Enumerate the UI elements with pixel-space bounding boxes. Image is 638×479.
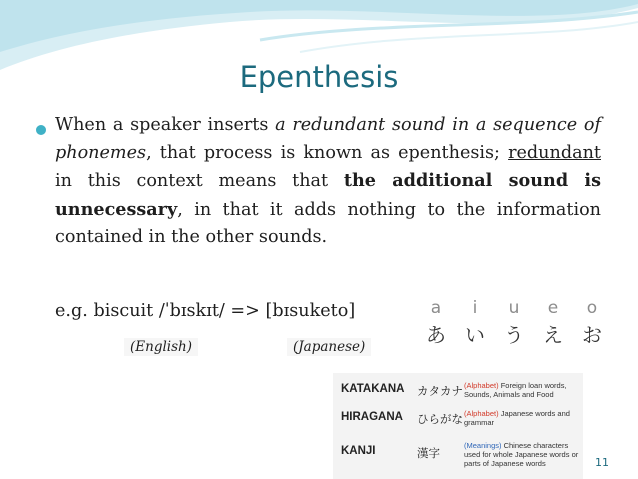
kana-character: お: [582, 323, 602, 347]
script-tag: (Meanings): [464, 441, 502, 450]
scripts-row-hiragana: [333, 409, 583, 437]
kana-romaji: u: [508, 298, 520, 318]
bullet-text-underlined: redundant: [508, 142, 601, 163]
kana-romaji: a: [430, 298, 442, 318]
bullet-text-7: , in that it adds nothing to the information contained in the other sounds.: [55, 199, 601, 247]
bullet-paragraph: [55, 112, 601, 252]
script-japanese: カタカナ: [417, 386, 463, 398]
script-name: KATAKANA: [341, 383, 405, 395]
script-japanese: ひらがな: [417, 414, 463, 426]
kana-character: あ: [426, 323, 446, 347]
kana-romaji: o: [586, 298, 598, 318]
kana-column: [455, 296, 495, 350]
kana-character: え: [543, 323, 563, 347]
kana-column: [494, 296, 534, 350]
scripts-row-katakana: [333, 381, 583, 409]
japanese-label: (Japanese): [287, 338, 371, 356]
kana-romaji: e: [547, 298, 559, 318]
script-name: HIRAGANA: [341, 411, 403, 423]
script-description: Chinese characters used for whole Japanese words or parts of Japanese words: [464, 441, 579, 468]
bullet-text-1: When a speaker inserts: [55, 115, 276, 135]
bullet-icon: [36, 125, 46, 135]
script-tag: (Alphabet): [464, 381, 499, 390]
kana-column: [416, 296, 456, 350]
kana-character: い: [465, 323, 485, 347]
kana-character: う: [504, 323, 524, 347]
script-name: KANJI: [341, 445, 376, 457]
bullet-text-italic: a redundant sound in a sequence of phonemes: [55, 115, 601, 163]
script-tag: (Alphabet): [464, 409, 499, 418]
bullet-text-5: in this context means that: [55, 171, 344, 191]
kana-romaji: i: [472, 298, 478, 318]
english-label: (English): [124, 338, 198, 356]
kana-column: [572, 296, 612, 350]
japanese-scripts-table: [333, 373, 583, 479]
script-japanese: 漢字: [417, 448, 440, 460]
kana-column: [533, 296, 573, 350]
scripts-row-kanji: [333, 441, 583, 469]
slide-title: Epenthesis: [239, 60, 399, 94]
bullet-text-bold: the additional sound is unnecessary: [55, 170, 601, 220]
kana-vowel-chart: [416, 296, 612, 358]
page-number: 11: [595, 456, 609, 469]
script-description: Japanese words and grammar: [464, 409, 570, 427]
example-line: e.g. biscuit /ˈbɪskɪt/ => [bɪsuketo]: [55, 301, 356, 321]
bullet-text-3: , that process is known as epenthesis;: [146, 142, 509, 163]
script-description: Foreign loan words, Sounds, Animals and Food: [464, 381, 567, 399]
